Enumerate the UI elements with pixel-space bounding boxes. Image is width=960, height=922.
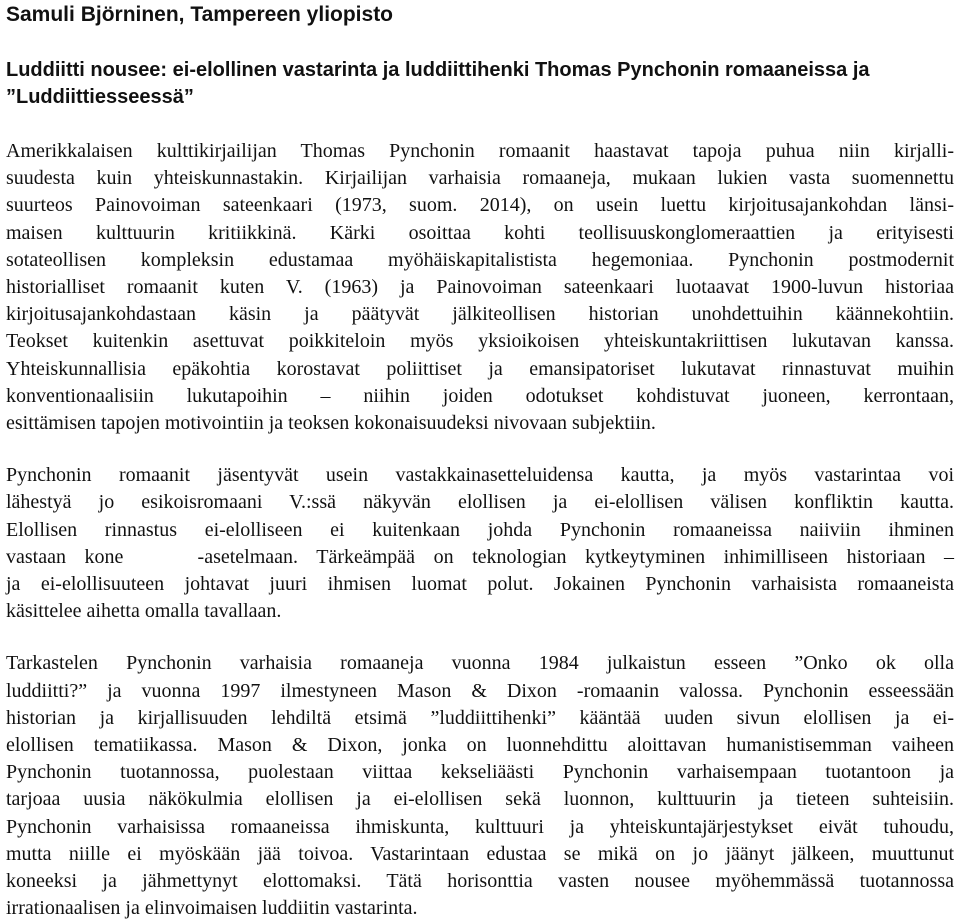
text-line: sotateollisen kompleksin edustamaa myöhäiskapitalistista hegemoniaa. Pynchonin postmodernit <box>6 248 954 271</box>
text-line: mutta niille ei myöskään jää toivoa. Vastarintaan edustaa se mikä on jo jäänyt jälkeen, muuttunut <box>6 842 954 865</box>
text-line: luddiitti?” ja vuonna 1997 ilmestyneen Mason & Dixon -romaanin valossa. Pynchonin esseessään <box>6 679 954 702</box>
text-line: kirjoitusajankohdastaan käsin ja päätyvät jälkiteollisen historian unohdettuihin käännekohtiin. <box>6 303 954 326</box>
text-line: Yhteiskunnallisia epäkohtia korostavat poliittiset ja emansipatoriset lukutavat rinnastuvat muihin <box>6 357 954 380</box>
text-line: maisen kulttuurin kritiikkinä. Kärki osoittaa kohti teollisuuskonglomeraattien ja erityisesti <box>6 221 954 244</box>
text-line: tarjoaa uusia näkökulmia elollisen ja ei-elollisen sekä luonnon, kulttuurin ja tieteen suhteisiin. <box>6 788 954 811</box>
text-line: lähestyä jo esikoisromaani V.:ssä näkyvän elollisen ja ei-elollisen välisen konfliktin kautta. <box>6 491 954 514</box>
text-line: irrationaalisen ja elinvoimaisen luddiitin vastarinta. <box>6 897 418 920</box>
text-line: käsittelee aihetta omalla tavallaan. <box>6 600 282 623</box>
paragraph-third <box>6 650 954 922</box>
text-line: konventionaalisiin lukutapoihin – niihin joiden odotukset kohdistuvat juoneen, kerrontaan, <box>6 384 954 407</box>
text-line: suurteos Painovoiman sateenkaari (1973, suom. 2014), on usein luettu kirjoitusajankohdan länsi- <box>6 194 954 217</box>
text-line: Pynchonin tuotannossa, puolestaan viittaa kekseliäästi Pynchonin varhaisempaan tuotantoon ja <box>6 761 954 784</box>
text-line: Teokset kuitenkin asettuvat poikkiteloin myös yksioikoisen yhteiskuntakriittisen lukutavan kanssa. <box>6 330 954 353</box>
document-page <box>6 0 954 922</box>
title-line: Luddiitti nousee: ei-elollinen vastarinta ja luddiittihenki Thomas Pynchonin romaaneissa ja <box>6 59 870 81</box>
paragraph-intro <box>6 138 954 437</box>
text-line: Pynchonin romaanit jäsentyvät usein vastakkainasetteluidensa kautta, ja myös vastarintaa voi <box>6 464 954 487</box>
text-line: Tarkastelen Pynchonin varhaisia romaaneja vuonna 1984 julkaistun esseen ”Onko ok olla <box>6 652 954 675</box>
text-line: esittämisen tapojen motivointiin ja teoksen kokonaisuudeksi nivovaan subjektiin. <box>6 412 656 435</box>
text-line: vastaan kone -asetelmaan. Tärkeämpää on teknologian kytkeytyminen inhimilliseen historiaan – <box>6 545 954 568</box>
text-line: suudesta kuin yhteiskunnastakin. Kirjailijan varhaisia romaaneja, mukaan lukien vasta suomennettu <box>6 167 954 190</box>
text-line: Pynchonin varhaisissa romaaneissa ihmiskunta, kulttuuri ja yhteiskuntajärjestykset eivät tuhoudu, <box>6 815 954 838</box>
text-line: Amerikkalaisen kulttikirjailijan Thomas Pynchonin romaanit haastavat tapoja puhua niin kirjalli- <box>6 140 954 162</box>
text-line: ja ei-elollisuuteen johtavat juuri ihmisen luomat polut. Jokainen Pynchonin varhaisista romaaneista <box>6 573 954 596</box>
text-line: elollisen tematiikassa. Mason & Dixon, jonka on luonnehdittu aloittavan humanistisemman vaiheen <box>6 734 954 757</box>
text-line: historian ja kirjallisuuden lehdiltä etsimä ”luddiittihenki” kääntää uuden sivun elollisen ja ei- <box>6 706 954 729</box>
text-line: koneeksi ja jähmettynyt elottomaksi. Tätä horisonttia vasten nousee myöhemmässä tuotannossa <box>6 870 954 893</box>
text-line: Elollisen rinnastus ei-elolliseen ei kuitenkaan johda Pynchonin romaaneissa naiiviin ihminen <box>6 518 954 541</box>
author-heading: Samuli Björninen, Tampereen yliopisto <box>6 3 394 26</box>
paragraph-second <box>6 462 954 625</box>
title-line: ”Luddiittiesseessä” <box>6 86 194 108</box>
article-title <box>6 57 954 111</box>
text-line: historialliset romaanit kuten V. (1963) ja Painovoiman sateenkaari luotaavat 1900-luvun historiaa <box>6 276 954 299</box>
